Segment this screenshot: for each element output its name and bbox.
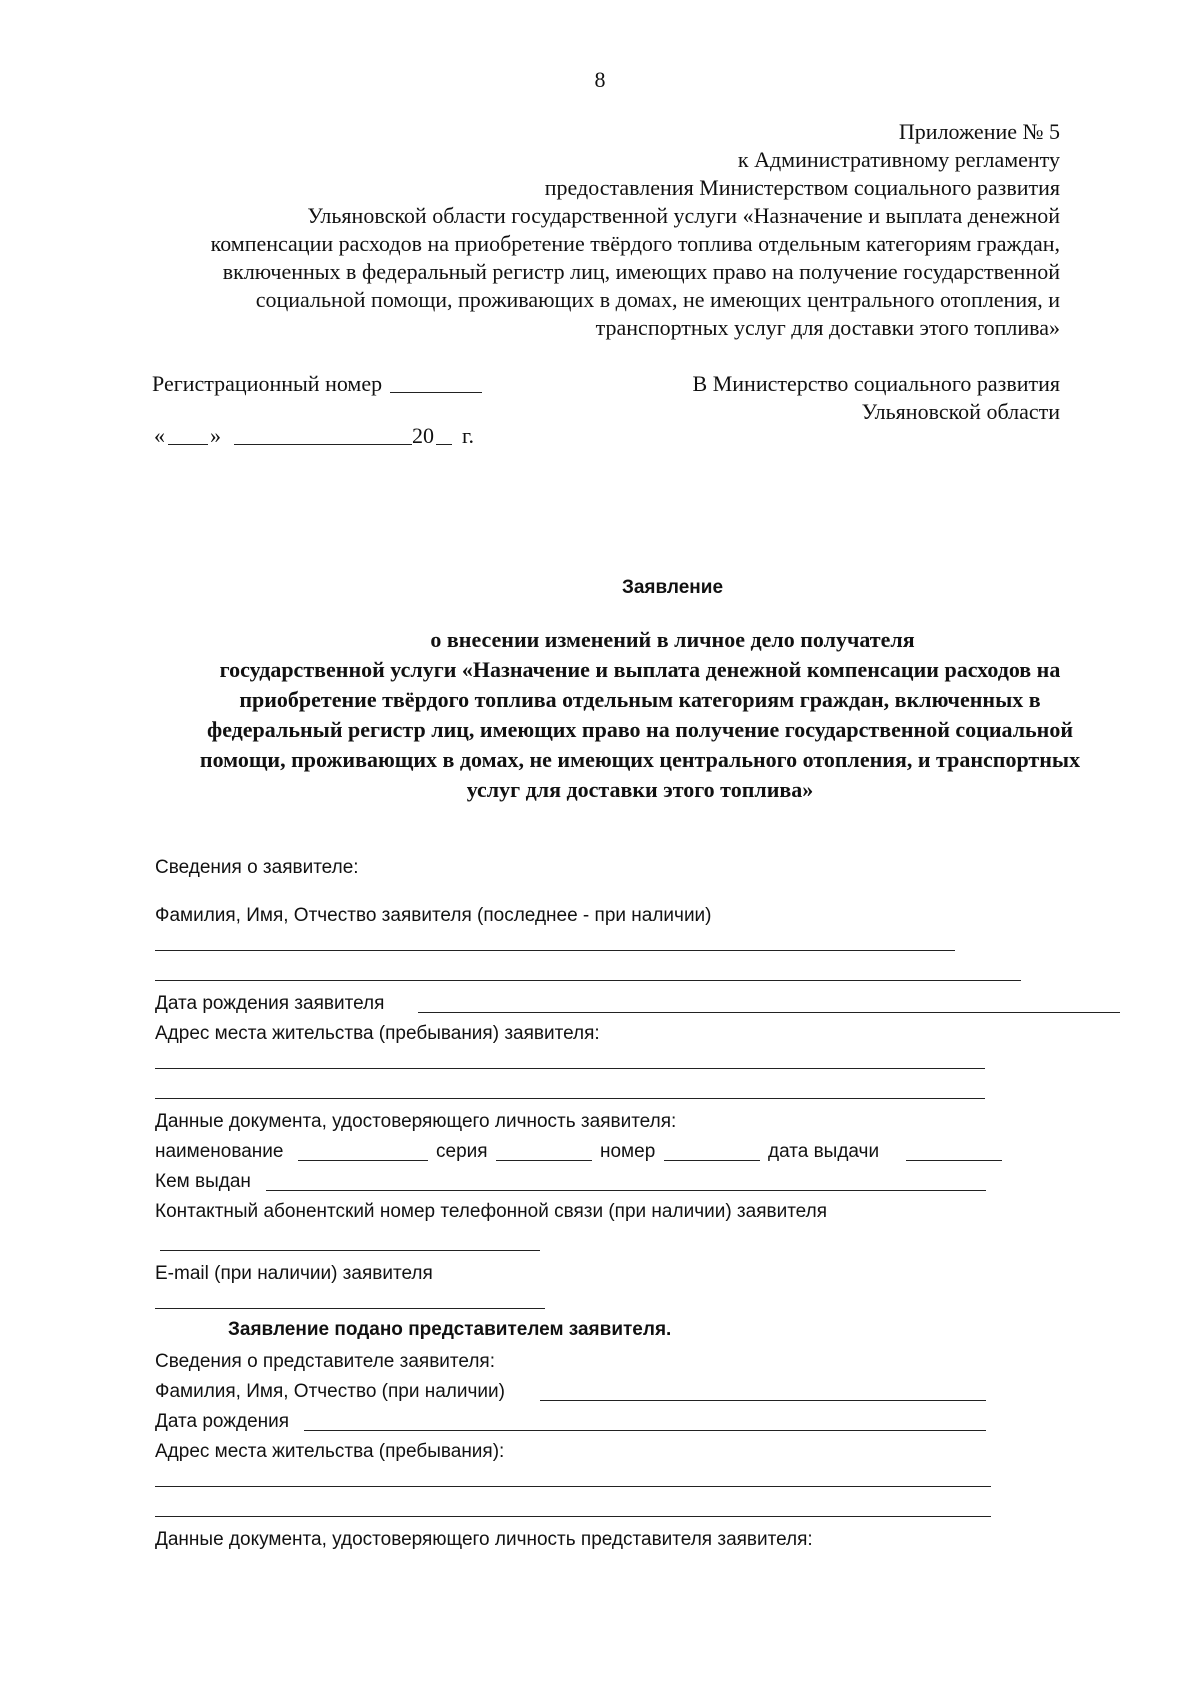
- applicant-birth-label: Дата рождения заявителя: [155, 993, 385, 1014]
- applicant-issued-by-line[interactable]: [266, 1190, 986, 1191]
- applicant-phone-label: Контактный абонентский номер телефонной связи (при наличии) заявителя: [155, 1201, 827, 1222]
- date-year-prefix: 20: [412, 423, 434, 448]
- document-subtitle-line: государственной услуги «Назначение и выплата денежной компенсации расходов на: [219, 657, 1061, 682]
- annex-title: Приложение № 5: [898, 119, 1060, 144]
- applicant-email-label: E-mail (при наличии) заявителя: [155, 1263, 433, 1284]
- applicant-email-line[interactable]: [155, 1308, 545, 1309]
- annex-line: включенных в федеральный регистр лиц, имеющих право на получение государственной: [222, 259, 1060, 284]
- applicant-doc-name-line[interactable]: [298, 1160, 428, 1161]
- representative-address-line-2[interactable]: [155, 1516, 991, 1517]
- document-subtitle-line: федеральный регистр лиц, имеющих право на получение государственной социальной: [206, 717, 1074, 742]
- representative-address-label: Адрес места жительства (пребывания):: [155, 1441, 505, 1462]
- document-subtitle-line: помощи, проживающих в домах, не имеющих центрального отопления, и транспортных: [199, 747, 1081, 772]
- applicant-doc-label: Данные документа, удостоверяющего личность заявителя:: [155, 1111, 677, 1132]
- applicant-phone-line[interactable]: [160, 1250, 540, 1251]
- representative-fio-line[interactable]: [540, 1400, 986, 1401]
- document-title: Заявление: [621, 577, 724, 598]
- representative-birth-line[interactable]: [304, 1430, 986, 1431]
- date-day-line[interactable]: [168, 444, 208, 445]
- date-open-quote: «: [154, 423, 165, 448]
- date-month-line[interactable]: [234, 444, 412, 445]
- annex-line: предоставления Министерством социального развития: [544, 175, 1060, 200]
- applicant-section-label: Сведения о заявителе:: [155, 857, 359, 878]
- applicant-address-label: Адрес места жительства (пребывания) заявителя:: [155, 1023, 600, 1044]
- applicant-doc-series-line[interactable]: [496, 1160, 592, 1161]
- applicant-fio-line-2[interactable]: [155, 980, 1021, 981]
- document-subtitle-line: приобретение твёрдого топлива отдельным категориям граждан, включенных в: [239, 687, 1041, 712]
- annex-line: Ульяновской области государственной услуги «Назначение и выплата денежной: [307, 203, 1060, 228]
- representative-heading: Заявление подано представителем заявителя.: [228, 1319, 672, 1340]
- applicant-issued-by-label: Кем выдан: [155, 1171, 251, 1192]
- applicant-doc-name-label: наименование: [155, 1141, 284, 1162]
- applicant-address-line-1[interactable]: [155, 1068, 985, 1069]
- annex-line: к Административному регламенту: [737, 147, 1060, 172]
- annex-line: транспортных услуг для доставки этого топлива»: [595, 315, 1060, 340]
- representative-birth-label: Дата рождения: [155, 1411, 290, 1432]
- date-year-line[interactable]: [436, 444, 452, 445]
- applicant-doc-series-label: серия: [436, 1141, 488, 1162]
- page-number: 8: [594, 67, 606, 92]
- document-subtitle-line: услуг для доставки этого топлива»: [466, 777, 814, 802]
- representative-doc-label: Данные документа, удостоверяющего личность представителя заявителя:: [155, 1529, 813, 1550]
- annex-line: социальной помощи, проживающих в домах, не имеющих центрального отопления, и: [255, 287, 1060, 312]
- registration-number-line[interactable]: [390, 392, 482, 393]
- addressee-line-2: Ульяновской области: [861, 399, 1060, 424]
- applicant-address-line-2[interactable]: [155, 1098, 985, 1099]
- representative-address-line-1[interactable]: [155, 1486, 991, 1487]
- applicant-birth-line[interactable]: [418, 1012, 1120, 1013]
- registration-label: Регистрационный номер: [152, 371, 383, 396]
- applicant-fio-label: Фамилия, Имя, Отчество заявителя (последнее - при наличии): [155, 905, 712, 926]
- representative-section-label: Сведения о представителе заявителя:: [155, 1351, 495, 1372]
- applicant-doc-number-line[interactable]: [664, 1160, 760, 1161]
- applicant-doc-date-line[interactable]: [906, 1160, 1002, 1161]
- document-subtitle: о внесении изменений в личное дело получателя: [430, 627, 915, 652]
- annex-line: компенсации расходов на приобретение твёрдого топлива отдельным категориям граждан,: [210, 231, 1060, 256]
- date-close-quote: »: [210, 423, 221, 448]
- representative-fio-label: Фамилия, Имя, Отчество (при наличии): [155, 1381, 505, 1402]
- addressee-line-1: В Министерство социального развития: [692, 371, 1060, 396]
- applicant-doc-number-label: номер: [600, 1141, 656, 1162]
- applicant-doc-date-label: дата выдачи: [768, 1141, 880, 1162]
- applicant-fio-line-1[interactable]: [155, 950, 955, 951]
- date-year-suffix: г.: [462, 423, 475, 448]
- annex-block: [211, 118, 1060, 342]
